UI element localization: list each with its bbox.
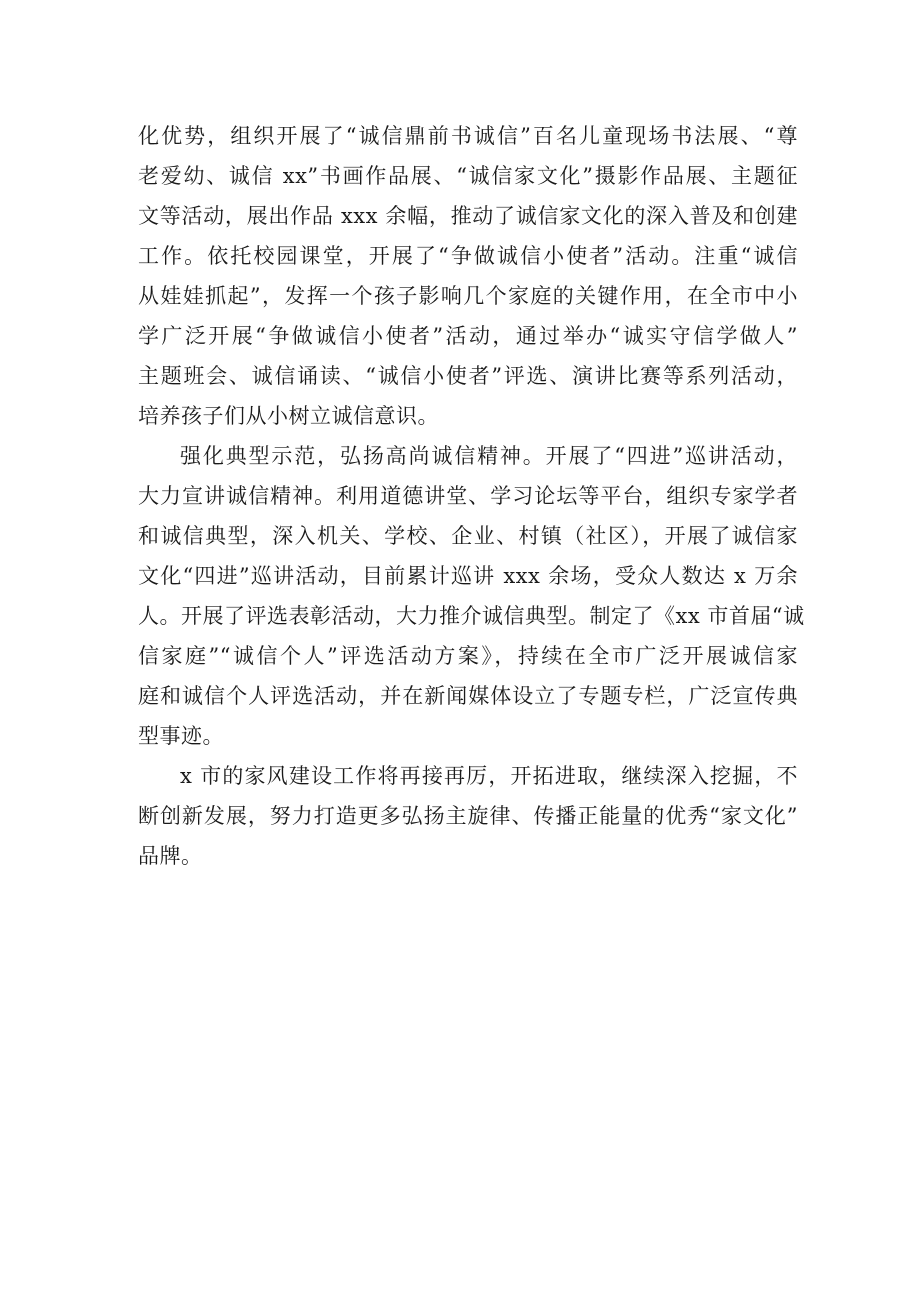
paragraph-line: 从娃娃抓起”，发挥一个孩子影响几个家庭的关键作用，在全市中小 <box>138 284 798 308</box>
paragraph-line: 和诚信典型，深入机关、学校、企业、村镇（社区），开展了诚信家 <box>138 524 798 548</box>
paragraph-2 <box>138 436 805 756</box>
paragraph-line: 文化“四进”巡讲活动，目前累计巡讲 xxx 余场，受众人数达 x 万余 <box>138 564 798 588</box>
paragraph-1 <box>138 116 798 436</box>
document-body <box>138 116 805 876</box>
paragraph-line: 工作。依托校园课堂，开展了“争做诚信小使者”活动。注重“诚信 <box>138 244 798 268</box>
paragraph-line: 信家庭”“诚信个人”评选活动方案》，持续在全市广泛开展诚信家 <box>138 644 798 668</box>
paragraph-line: x 市的家风建设工作将再接再厉，开拓进取，继续深入挖掘，不 <box>180 764 798 788</box>
paragraph-line: 品牌。 <box>138 844 203 868</box>
paragraph-line: 人。开展了评选表彰活动，大力推介诚信典型。制定了《xx 市首届“诚 <box>138 604 805 628</box>
paragraph-line: 老爱幼、诚信 xx”书画作品展、“诚信家文化”摄影作品展、主题征 <box>138 164 798 188</box>
paragraph-line: 庭和诚信个人评选活动，并在新闻媒体设立了专题专栏，广泛宣传典 <box>138 684 798 708</box>
paragraph-line: 断创新发展，努力打造更多弘扬主旋律、传播正能量的优秀“家文化” <box>138 804 798 828</box>
paragraph-line: 大力宣讲诚信精神。利用道德讲堂、学习论坛等平台，组织专家学者 <box>138 484 798 508</box>
paragraph-line: 文等活动，展出作品 xxx 余幅，推动了诚信家文化的深入普及和创建 <box>138 204 798 228</box>
paragraph-line: 化优势，组织开展了“诚信鼎前书诚信”百名儿童现场书法展、“尊 <box>138 124 798 148</box>
paragraph-3 <box>138 756 798 876</box>
paragraph-line: 型事迹。 <box>138 724 224 748</box>
paragraph-line: 培养孩子们从小树立诚信意识。 <box>138 404 439 428</box>
paragraph-line: 学广泛开展“争做诚信小使者”活动，通过举办“诚实守信学做人” <box>138 324 798 348</box>
paragraph-line: 强化典型示范，弘扬高尚诚信精神。开展了“四进”巡讲活动， <box>180 444 798 468</box>
paragraph-line: 主题班会、诚信诵读、“诚信小使者”评选、演讲比赛等系列活动， <box>138 364 798 388</box>
